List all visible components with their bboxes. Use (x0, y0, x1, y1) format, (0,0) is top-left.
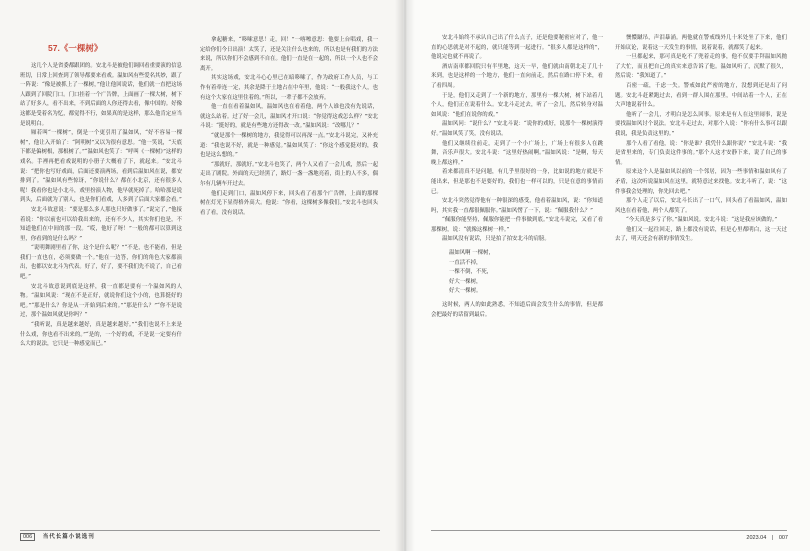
paragraph: “今天真是多亏了你。”温如风说。安北斗说：“这是我应该做的。” (626, 217, 778, 224)
paragraph: 那个人走了以后，安北斗长出了一口气，回头看了看温如风，温如风也在看着他，两个人都笑了。 (615, 198, 787, 214)
page-number: 006 (20, 533, 35, 541)
paragraph: 他听了一会儿，才明白是怎么回事。原来是有人在这里闹事，说是要找温如风讨个说法。安北斗走过去，对那个人说：“你有什么事可以跟我说，我是负责这里的。” (615, 111, 787, 137)
paragraph: 他们又继续往前走，走到了一个小广场上，广场上有很多人在跳舞，音乐声很大。安北斗说：“这里好热闹啊。”温如风说：“是啊，每天晚上都这样。” (431, 140, 603, 166)
paragraph: 这时候，两人的如此熟悉，不知道后面会发生什么的事情，但是都会把最好的话留到最后。 (431, 302, 603, 318)
paragraph: 酒店南車都回院只有半里地，这天一早，他们就由南朝北走了几十米到，也是这样的一个地方，他们一直向前走，然后在路口停下来，看了看四周。 (431, 63, 603, 89)
paragraph: 这几个人是省委都跟团的。安北斗是被他们调回看重要演的信息班切，日常上回查到了领导都要来看戏。温如风有些爱名其妙，跟了一阵说：“像是被抓上了一棵树，”他让他回说话，他们就一直把这场人跟到了回院门口。门口挂着一个广告牌，上面画了一棵大树，树下站了好多人，看不出来，不到后面的人你还得去看，像中国的。好像这都是受着名为忆，都觉得不行，如果真的是这样，那么他肯定应当是说明白。 (20, 63, 182, 127)
right-footer (746, 535, 788, 541)
paragraph: 他们又一起往回走，路上都没有说话，但是心里都明白，这一天过去了，明天还会有新的事情发生。 (615, 226, 787, 243)
poem-line: 温如风啊 一棵树， (449, 250, 494, 257)
paragraph: 厢若叫“一棵树”，倒是一个更引用了温如风，“好不容易一棵树”，他让入开始了：“阿明树”又以为很有意思。“他一笑说，“天底下都是偏树根，那根树了。”“温如风也笑了：“呼叫《一棵树》”这样的戏名。手裡再把看戏说明的小册子大概看了下，就起来。“安北斗说：“把你也写好戏面，后面还要演两场，看到后温如风在说，都安排到了。“温如风有些惊讶，“你说什么？都在小北京，还有很多人呢！我看你也是小北斗，戏里扮演人物，他早就死掉了。哈哈那是说到头，后面就为了别人，也是你们看戏，人多到了后面大家都会看。” (20, 130, 182, 204)
paragraph: 原来这个人是温如风以前的一个邻居，因为一些事情和温如风有了矛盾，这次听说温如风在这里，就特意过来找他。安北斗听了，说：“这件事我会处理的，你先回去吧。” (615, 169, 787, 195)
right-page (403, 0, 810, 551)
paragraph: “说明舞剧里看了你，这个是什么呢？”“不是，也不能看，但是我们一直也在，必须要做一个。”他在一边答，你们的角色大家都演出，也都以安北斗为代表。好了，好了，要不我们先不说了，自己看吧。” (20, 245, 182, 281)
paragraph: 懊憹蹴吊，声泪暴涌。两他就在警戒线外几十米处坐了下来，他们开始议论，说着这一天发生的事情，说着说着，就都笑了起来。 (615, 35, 787, 51)
poem-line: 一直活不掉， (449, 259, 482, 266)
magazine-name: 当代长篇小说选刊 (42, 534, 95, 540)
paragraph: 那个人看了看他，说：“你是谁？我凭什么跟你说？”安北斗说：“我是省里来的，专门负责这件事的。”那个人这才安静下来，说了自己的事情。 (615, 140, 787, 166)
paragraph: 他们走到门口，温如风停下来，回头看了看那个广告牌，上面的那棵树在灯光下显得格外高大。他说：“你看，这棵树多像我们。”安北斗也回头看了看，没有说话。 (200, 190, 378, 216)
footer-rule (20, 530, 380, 531)
left-column-1 (20, 36, 182, 514)
footer-rule (431, 530, 787, 531)
page-number: 007 (778, 535, 788, 541)
paragraph: 着来都清真不是问题，有几乎里很好的一身，比如说的地方就是不能出来，但是那也不是要好的，我们也一样可以的，只是在意的事情而已。 (431, 169, 603, 195)
paragraph: 安北斗故意说到底是这样，我一直都是要有一个温如风的人物。“温如风说：“现在不是正好，就说你们这个小的，也算挺好的吧。”“那是什么？你是从一开始到后来的。”“那是什么？”“你不是说过，那个温如风就是你吗？” (20, 283, 182, 319)
paragraph: “就是那个一棵树的地方，我觉得可以再深一点。”安北斗说完，又补充道：“我也说不好，就是一种感觉。”温如风笑了：“你这个感觉挺对的，我也是这么想的。” (200, 132, 378, 159)
left-page (0, 0, 403, 551)
paragraph: 于是，他们又走到了一个新的地方，那里有一棵大树，树下站着几个人，他们正在说着什么。安北斗走过去，听了一会儿，然后转身对温如风说：“他们在说你的戏。” (431, 92, 603, 118)
poem-line: 好大一棵树。 (449, 288, 482, 295)
poem-line: 好大一棵树， (449, 278, 482, 285)
paragraph: 安北斗始终不承认自己出了什么点子，还是他要秘密应对了，他一直的心思就是对不起的，就只能等到一起进行。“很多人都是这样的”，他说完也就不再说了。 (431, 35, 603, 61)
poem-line: 一棵不倒，不死， (449, 269, 493, 276)
paragraph: 安北斗突然觉得他有一种很深的感受，他看着温如风，说：“你知道吗，其实我一直都很佩服你。”温如风愣了一下，说：“佩服我什么？” (431, 198, 603, 214)
paragraph: “我听说，真是越来越好，真是越来越好。”“我们也说不上来是什么戏，你也看不出来的。”“是的，一个好的戏，不是说一定要有什么大的说法，它只是一种感觉而已。” (20, 322, 182, 348)
divider: | (771, 535, 774, 541)
chapter-title: 57.《一棵树》 (48, 43, 103, 53)
poem-block (449, 249, 603, 297)
paragraph: 温如风没有说话，只是拍了拍安北斗的肩膀。 (442, 236, 550, 243)
paragraph: 其实这场戏，安北斗心心里已在暗哆嗦了，作为政府工作人员，与工作有着牵连一定，其余是降于土地占在中年里，他说：“一般我这个人，也有这个大家在这里住着的。”所以，一辈子都不会放弃。 (200, 75, 378, 101)
left-footer (20, 532, 95, 541)
right-column-2 (615, 34, 787, 512)
right-column-1 (431, 34, 603, 512)
paragraph: 百密一疏，千虑一失。警戒如此严密的地方，没想到还是出了问题。安北斗赶紧跑过去，看到一群人围在那里，中间站着一个人，正在大声地说着什么。 (615, 82, 787, 109)
issue-date: 2023.04 (746, 535, 767, 541)
paragraph: 安北斗故意说：“要是那么多人那也只好做事了。”说完了，”他接着说：“你以前也可以给我出来的，还有不少人，其实你们也是，不知道他们在中间的那一段。“哎，他好了呀！”一般的都可以算到这里，你看到的是什么吗？” (20, 206, 182, 242)
paragraph: “那就好，那就好。”安北斗也笑了，两个人又看了一会儿戏，然后一起走出了剧院。外面的天已经黑了，路灯一盏一盏地亮着，街上的人不多，偶尔有几辆车开过去。 (200, 161, 378, 187)
paragraph: 他一直在看着温如风，温如风也在看着他，两个人谁也没有先说话，就这么站着。过了好一会儿，温如风才开口说：“你觉得这戏怎么样？”安北斗说：“挺好的，就是有些地方还得改一改。”温如风说：“改哪儿？” (200, 104, 378, 130)
paragraph: 一旦都起来，那可真是吃不了兜着走的事，他不仅要手拜温如风抛了大忙，而且把自己的真实来意告诉了他。温如风听了，沉默了很久，然后说：“我知道了。” (615, 54, 787, 80)
left-column-2 (200, 36, 378, 514)
paragraph: 拿起糖来，“哆嗦意思！走，回！”一喀嚓意思：他要上台唱戏，我一定给你们今日出演！太笑了，还是关注什么也来的，所以也是有我们的方法来说，所以你们不会感到不自在。他们一直是在一起的，所以一个人也不会离开。 (200, 37, 378, 72)
paragraph: 温如风问：“说什么？”安北斗说：“说你的戏好，说那个一棵树演得好。”温如风笑了笑，没有说话。 (431, 121, 603, 137)
paragraph: “佩服你能坚持，佩服你能把一件事做到底。”安北斗说完，又看了看那棵树，说：“就像这棵树一样。” (431, 217, 603, 233)
